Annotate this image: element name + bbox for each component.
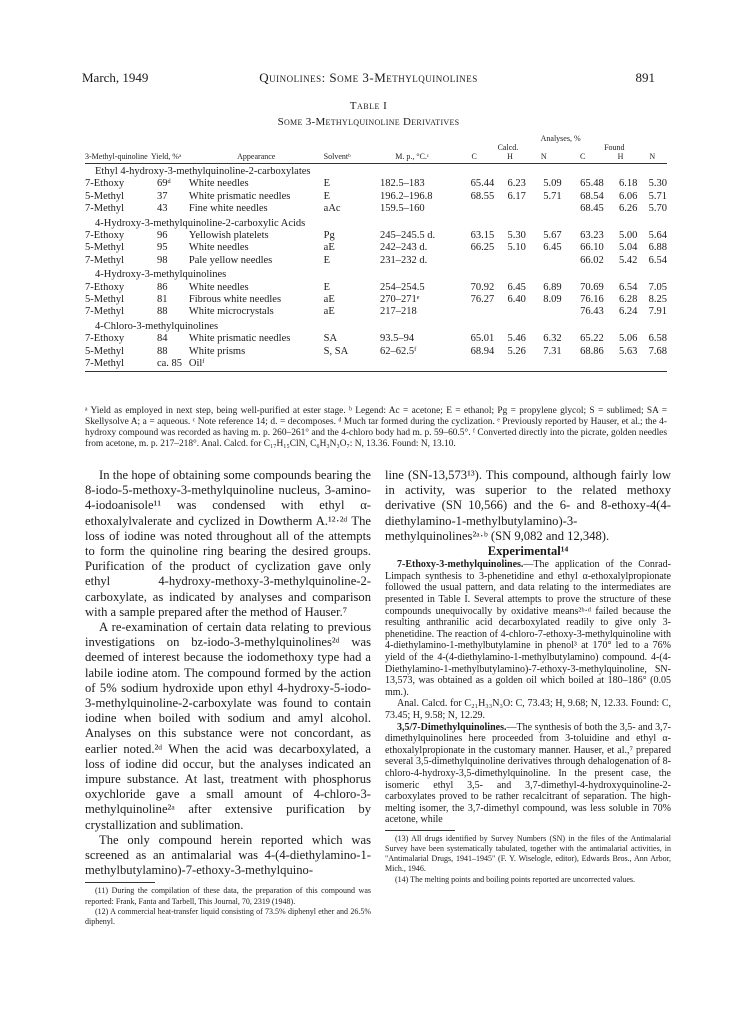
cell-ch: 6.40 xyxy=(507,294,526,306)
cell-cc: 63.15 xyxy=(470,230,495,242)
table-header-row xyxy=(85,152,667,164)
header-found-n: N xyxy=(637,152,667,164)
table-group-heading xyxy=(85,164,667,179)
cell-cmp: 7-Methyl xyxy=(85,358,151,371)
running-header xyxy=(82,70,655,88)
table-title: Some 3-Methylquinoline Derivatives xyxy=(277,116,460,128)
cell-app: Yellowish platelets xyxy=(188,230,269,242)
cell-mp: 62–62.5ᶠ xyxy=(379,345,417,357)
cell-solv: E xyxy=(323,190,331,202)
cell-fh: 6.24 xyxy=(619,306,638,318)
cell-mp: 217–218 xyxy=(379,306,417,318)
table-row xyxy=(85,191,667,203)
cell-fh: 5.42 xyxy=(619,254,638,266)
cell-yield: 98 xyxy=(156,254,168,266)
cell-yield: 81 xyxy=(156,294,168,306)
table-row xyxy=(85,255,667,267)
data-table xyxy=(85,134,667,372)
cell-fc: 63.23 xyxy=(580,230,604,242)
cell-cn: 6.89 xyxy=(543,281,562,293)
cell-mp: 196.2–196.8 xyxy=(379,190,433,202)
cell-fc: 76.16 xyxy=(580,294,604,306)
table-group-heading xyxy=(85,216,667,230)
cell-fh: 5.04 xyxy=(619,242,638,254)
cell-cc: 65.44 xyxy=(470,178,495,190)
cell-fh xyxy=(604,358,638,371)
cell-solv: E xyxy=(323,254,331,266)
cell-solv: aAc xyxy=(323,203,341,215)
cell-cn: 5.09 xyxy=(543,178,562,190)
cell-cmp: 5-Methyl xyxy=(85,294,125,306)
cell-cn: 8.09 xyxy=(543,294,562,306)
table-footnotes: ᵃ Yield as employed in next step, being well-purified at ester stage. ᵇ Legend: Ac = acetone; E = ethanol; Pg = propylene glycol; S = sublimed; SA = Skellysolve A; a = aqueous. ᶜ Note reference 14; d. = decomposes. ᵈ Much tar formed during the cyclization. ᵉ Previously reported by Hauser, et al.; the 4-hydroxy compound was recorded as having m. p. 260–261° and the 4-chloro body had m. p. 59–60.5°. ᶠ Converted directly into the picrate, golden needles from acetone, m. p. 217–218°. Anal. Calcd. for C₁₇H₁₅ClN, C₆H₃N₃O₇: N, 13.36. Found: N, 13.10. xyxy=(85,406,667,449)
cell-fc: 65.48 xyxy=(580,178,604,190)
body-paragraph: In the hope of obtaining some compounds bearing the 8-iodo-5-methoxy-3-methylquinoline nucleus, 3-amino-4-iodoanisole¹¹ was condensed with ethyl α-ethoxalylvalerate and cyclized in Dowtherm A.¹²·²ᵈ The loss of iodine was noted throughout all of the attempts to form the quinoline ring bearing the desired groups. Purification of the product of cyclization gave only ethyl 4-hydroxy-methoxy-3-methylquinoline-2-carboxylate, as indicated by analyses and comparison with a sample prepared after the method of Hauser.⁷ xyxy=(85,468,371,619)
cell-cmp: 7-Ethoxy xyxy=(85,230,125,242)
cell-cc: 76.27 xyxy=(470,294,495,306)
cell-fc: 76.43 xyxy=(580,306,604,318)
cell-yield: 96 xyxy=(156,230,168,242)
header-appearance: Appearance xyxy=(189,152,324,164)
cell-solv: Pg xyxy=(323,230,335,242)
cell-mp: 245–245.5 d. xyxy=(379,230,436,242)
cell-solv: SA xyxy=(323,333,338,345)
cell-cmp: 7-Methyl xyxy=(85,203,125,215)
table-caption xyxy=(0,100,737,128)
cell-fn: 7.68 xyxy=(648,345,667,357)
cell-mp: 231–232 d. xyxy=(379,254,428,266)
cell-yield: 88 xyxy=(156,345,168,357)
group-name: 4-Hydroxy-3-methylquinoline-2-carboxylic Acids xyxy=(95,217,306,229)
cell-fn: 5.64 xyxy=(648,230,667,242)
table-row xyxy=(85,242,667,254)
cell-mp: 242–243 d. xyxy=(379,242,428,254)
cell-fn xyxy=(637,358,667,371)
body-paragraph: line (SN-13,573¹³). This compound, although fairly low in activity, was superior to the related methoxy derivative (SN 10,566) and the 6- and 8-ethoxy-4(4-diethylamino-1-methylbutylamino)-3-methylquinolines²ᵃ·ᵇ (SN 9,082 and 12,348). xyxy=(385,468,671,543)
cell-cmp: 7-Methyl xyxy=(85,306,125,318)
cell-mp: 254–254.5 xyxy=(379,281,425,293)
footnote-rule xyxy=(385,830,455,831)
cell-ch xyxy=(494,306,526,318)
experimental-text xyxy=(385,559,671,826)
table-group-heading xyxy=(85,319,667,333)
cell-cmp: 5-Methyl xyxy=(85,190,125,202)
cell-mp: 270–271ᵉ xyxy=(379,294,420,306)
cell-fn: 7.91 xyxy=(648,306,667,318)
cell-fh: 6.54 xyxy=(619,281,638,293)
group-name: 4-Hydroxy-3-methylquinolines xyxy=(95,269,227,281)
footnote-11: (11) During the compilation of these data, the preparation of this compound was reported: Frank, Fanta and Tarbell, This Journal, 70, 2319 (1948). xyxy=(85,886,371,906)
body-paragraph: A re-examination of certain data relating to previous investigations on bz-iodo-3-methylquinolines²ᵈ was deemed of interest because the iodomethoxy type had a labile iodine atom. The compound formed by the action of 5% sodium hydroxide upon ethyl 4-hydroxy-5-iodo-3-methylquinoline-2-carboxylate was found to contain iodine when boiled with sodium and amyl alcohol. Analyses on this substance were not concordant, as earlier noted.²ᵈ When the acid was decarboxylated, a loss of iodine did occur, but the analyses indicated an impure substance. At last, treatment with phosphorus oxychloride gave a small amount of 4-chloro-3-methylquinoline²ᵃ after extensive purification by crystallization and sublimation. xyxy=(85,620,371,832)
cell-ch: 5.30 xyxy=(507,230,526,242)
cell-app: White microcrystals xyxy=(188,306,274,318)
cell-app: White needles xyxy=(188,242,249,254)
cell-ch: 5.46 xyxy=(507,333,526,345)
table-row xyxy=(85,178,667,190)
cell-mp: 93.5–94 xyxy=(379,333,415,345)
table-row xyxy=(85,230,667,242)
table-row xyxy=(85,346,667,358)
cell-yield: 43 xyxy=(156,203,168,215)
header-calc-c: C xyxy=(454,152,494,164)
header-solvent: Solventᵇ xyxy=(324,152,370,164)
body-paragraph: The only compound herein reported which was screened as an antimalarial was 4-(4-diethylamino-1-methylbutylamino)-7-ethoxy-3-methylquino- xyxy=(85,832,371,878)
cell-yield: 37 xyxy=(156,190,168,202)
cell-app: Fine white needles xyxy=(188,203,268,215)
cell-solv: S, SA xyxy=(323,345,349,357)
cell-fc xyxy=(562,358,604,371)
cell-fh: 5.06 xyxy=(619,333,638,345)
cell-cc: 68.55 xyxy=(470,190,495,202)
experimental-paragraph xyxy=(385,722,671,826)
cell-solv: aE xyxy=(323,306,335,318)
table-row xyxy=(85,203,667,215)
table-row xyxy=(85,294,667,306)
header-running-title: Quinolines: Some 3-Methylquinolines xyxy=(259,70,478,85)
header-calcd: Calcd. xyxy=(497,143,519,152)
table-row xyxy=(85,282,667,294)
cell-cc xyxy=(454,255,494,267)
cell-solv: aE xyxy=(323,242,335,254)
cell-app: White prisms xyxy=(188,345,246,357)
table-header-top xyxy=(85,134,667,143)
cell-ch xyxy=(494,255,526,267)
cell-yield: 88 xyxy=(156,306,168,318)
table-row xyxy=(85,333,667,345)
cell-fc: 70.69 xyxy=(580,281,604,293)
left-column xyxy=(85,468,371,927)
table-label: Table I xyxy=(349,100,388,112)
cell-fc: 66.10 xyxy=(580,242,604,254)
cell-ch: 5.26 xyxy=(507,345,526,357)
cell-mp: 182.5–183 xyxy=(379,178,425,190)
table-row xyxy=(85,306,667,318)
cell-fn: 6.88 xyxy=(648,242,667,254)
cell-fn: 8.25 xyxy=(648,294,667,306)
cell-fn: 5.70 xyxy=(648,203,667,215)
cell-solv: E xyxy=(323,178,331,190)
cell-ch: 6.45 xyxy=(507,281,526,293)
cell-cn: 7.31 xyxy=(543,345,562,357)
header-found-c: C xyxy=(562,152,604,164)
cell-solv: E xyxy=(323,281,331,293)
cell-yield: 95 xyxy=(156,242,168,254)
cell-fn: 5.71 xyxy=(648,190,667,202)
cell-fh: 6.28 xyxy=(619,294,638,306)
cell-app: White prismatic needles xyxy=(188,333,291,345)
header-found: Found xyxy=(604,143,625,152)
cell-fh: 6.06 xyxy=(619,190,638,202)
cell-fh: 5.63 xyxy=(619,345,638,357)
cell-cn: 6.45 xyxy=(543,242,562,254)
footnote-12: (12) A commercial heat-transfer liquid consisting of 73.5% diphenyl ether and 26.5% diphenyl. xyxy=(85,906,371,927)
cell-fn: 6.58 xyxy=(648,333,667,345)
header-calc-h: H xyxy=(494,152,526,164)
cell-cc: 66.25 xyxy=(470,242,495,254)
header-yield: Yield, %ᵃ xyxy=(151,152,189,164)
cell-app: Pale yellow needles xyxy=(188,254,273,266)
cell-app: Fibrous white needles xyxy=(188,294,282,306)
cell-ch: 6.17 xyxy=(507,190,526,202)
cell-cn: 6.32 xyxy=(543,333,562,345)
cell-solv xyxy=(324,358,370,371)
cell-cc: 70.92 xyxy=(470,281,495,293)
header-calc-n: N xyxy=(526,152,562,164)
cell-cc: 65.01 xyxy=(470,333,495,345)
cell-fh: 5.00 xyxy=(619,230,638,242)
cell-ch xyxy=(494,203,526,215)
cell-app: White needles xyxy=(188,178,249,190)
cell-cn xyxy=(526,203,562,215)
cell-yield: 86 xyxy=(156,281,168,293)
cell-cmp: 7-Ethoxy xyxy=(85,178,125,190)
paragraph-text: —The application of the Conrad-Limpach synthesis to 3-phenetidine and ethyl α-ethoxalylpropionate followed the usual pattern, and data relating to the intermediates are presented in Table I. Several attempts to prove the structure of these compounds unequivocally by oxidative means²ᵇ·ᵈ failed because the resulting anthranilic acid decarboxylated readily to give only 3-phenetidine. The reaction of 4-chloro-7-ethoxy-3-methylquinoline with 4-diethylamino-1-methylbutylamine in phenol³ at 170° led to a 76% yield of the 4-(4-diethylamino-1-methylbutylamino) compound. 4-(4-Diethylamino-1-methylbutylamino)-7-ethoxy-3-methylquinoline, SN-13,573, was obtained as a golden oil which boiled at 180–186° (0.05 mm.). xyxy=(385,559,671,698)
cell-fh: 6.26 xyxy=(619,203,638,215)
footnote-14: (14) The melting points and boiling points reported are uncorrected values. xyxy=(395,874,636,884)
cell-yield: ca. 85 xyxy=(151,358,189,371)
cell-ch: 5.10 xyxy=(507,242,526,254)
cell-cmp: 7-Methyl xyxy=(85,254,125,266)
cell-app: White needles xyxy=(188,281,249,293)
cell-fc: 66.02 xyxy=(580,254,604,266)
cell-fc: 68.86 xyxy=(580,345,604,357)
cell-fn: 5.30 xyxy=(648,178,667,190)
header-quinoline: 3-Methyl-quinoline xyxy=(85,152,151,164)
cell-fc: 65.22 xyxy=(580,333,604,345)
cell-app: White prismatic needles xyxy=(188,190,291,202)
table-row xyxy=(85,358,667,371)
subheading-ethoxy: 7-Ethoxy-3-methylquinolines. xyxy=(397,559,524,571)
subheading-dimethyl: 3,5/7-Dimethylquinolines. xyxy=(397,721,507,733)
group-name: Ethyl 4-hydroxy-3-methylquinoline-2-carboxylates xyxy=(95,166,311,177)
cell-cc xyxy=(454,306,494,318)
cell-cmp: 7-Ethoxy xyxy=(85,333,125,345)
cell-mp xyxy=(370,358,454,371)
cell-cn: 5.67 xyxy=(543,230,562,242)
cell-cn xyxy=(526,255,562,267)
cell-ch: 6.23 xyxy=(507,178,526,190)
footnote-13: (13) All drugs identified by Survey Numbers (SN) in the files of the Antimalarial Survey have been systematically tabulated, together with the antimalarial activities, in "Antimalarial Drugs, 1941–1945" (F. Y. Wiselogle, editor), Edwards Bros., Ann Arbor, Mich., 1946. xyxy=(385,833,671,874)
cell-yield: 84 xyxy=(156,333,168,345)
group-name: 4-Chloro-3-methylquinolines xyxy=(95,320,219,332)
cell-cn xyxy=(526,358,562,371)
cell-cn: 5.71 xyxy=(543,190,562,202)
cell-mp: 159.5–160 xyxy=(379,203,425,215)
footnote-rule xyxy=(85,882,155,883)
header-found-h: H xyxy=(604,152,638,164)
cell-app: Oilᶠ xyxy=(189,358,324,371)
table-header-mid xyxy=(85,143,667,152)
header-analyses: Analyses, % xyxy=(540,134,581,143)
cell-cc xyxy=(454,203,494,215)
right-column xyxy=(385,468,671,885)
cell-cc: 68.94 xyxy=(470,345,495,357)
header-mp: M. p., °C.ᶜ xyxy=(370,152,454,164)
paragraph-text: —The synthesis of both the 3,5- and 3,7-dimethylquinolines here proceeded from 3-toluidine and ethyl α-ethoxalylpropionate in the customary manner. Hauser, et al.,⁷ prepared several 3,5-dimethylquinoline derivatives through dehalogenation of 8-chloro-4-hydroxy-3,5-dimethylquinoline. In the present case, the isomeric ethyl 3,5- and 3,7-dimethyl-4-hydroxyquinoline-2-carboxylates proved to be rather recalcitrant of separation. The high-melting isomer, the 3,7-dimethyl compound, was less soluble in 70% acetone, while xyxy=(385,721,671,826)
cell-yield: 69ᵈ xyxy=(156,178,171,190)
cell-fc: 68.45 xyxy=(580,203,604,215)
table-group-heading xyxy=(85,267,667,281)
cell-fn: 7.05 xyxy=(648,281,667,293)
analysis-line: Anal. Calcd. for C₂₁H₃₃N₃O: C, 73.43; H, 9.68; N, 12.33. Found: C, 73.45; H, 9.58; N, 12.29. xyxy=(385,698,671,721)
cell-cmp: 5-Methyl xyxy=(85,345,125,357)
page-number: 891 xyxy=(635,70,655,85)
cell-cc xyxy=(454,358,494,371)
cell-cmp: 5-Methyl xyxy=(85,242,125,254)
cell-solv: aE xyxy=(323,294,335,306)
header-date: March, 1949 xyxy=(82,70,149,85)
cell-cn xyxy=(526,306,562,318)
cell-cmp: 7-Ethoxy xyxy=(85,281,125,293)
cell-fc: 68.54 xyxy=(580,190,604,202)
cell-fn: 6.54 xyxy=(648,254,667,266)
cell-ch xyxy=(494,358,526,371)
experimental-paragraph xyxy=(385,559,671,698)
section-heading: Experimental¹⁴ xyxy=(487,544,569,559)
cell-fh: 6.18 xyxy=(619,178,638,190)
